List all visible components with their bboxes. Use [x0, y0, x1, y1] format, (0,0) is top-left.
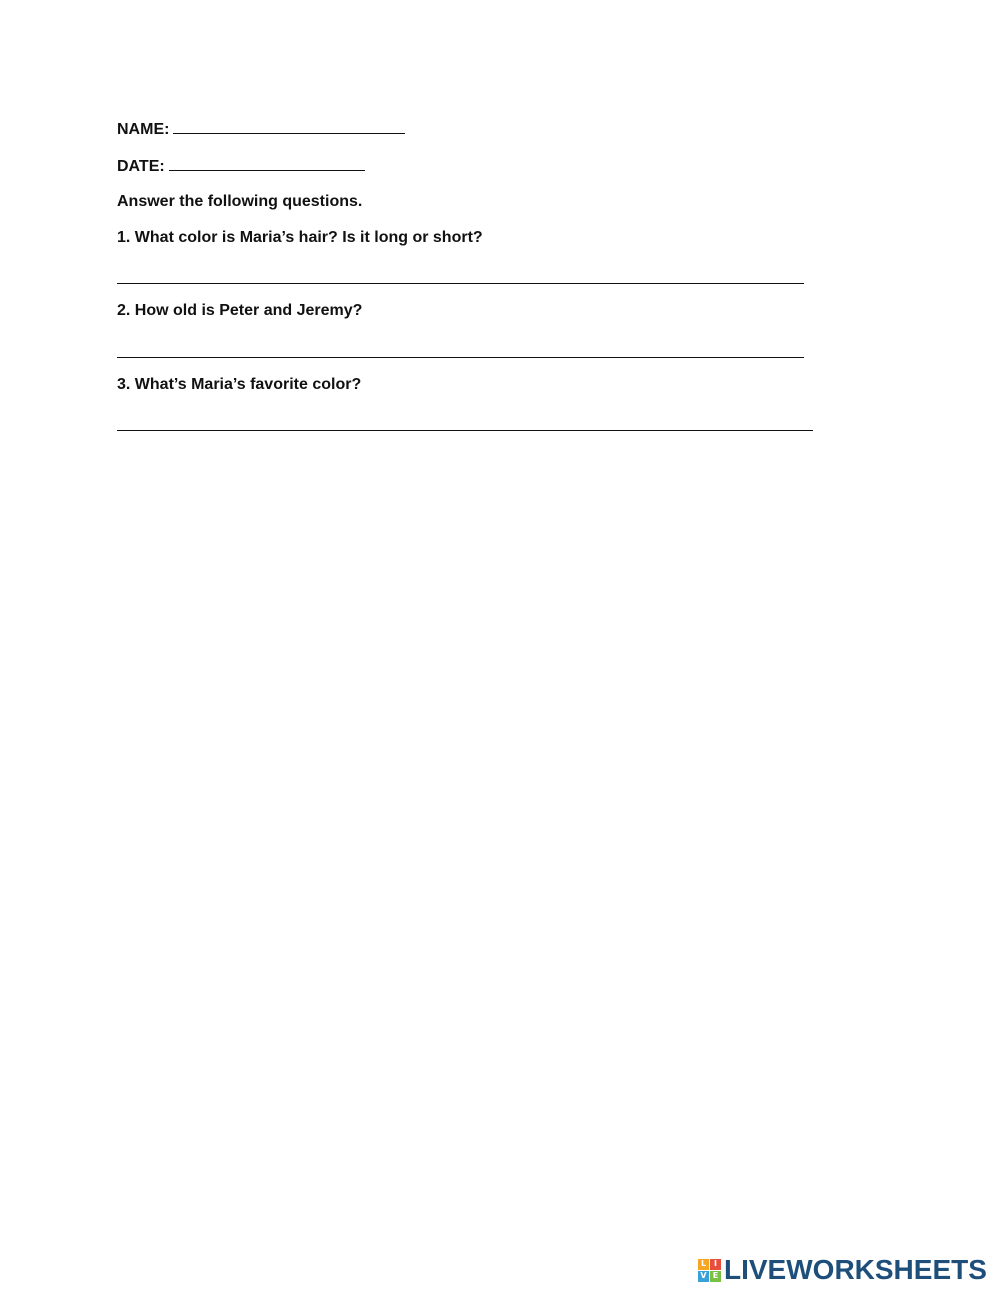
instructions: Answer the following questions.	[117, 193, 363, 210]
question-3: 3. What’s Maria’s favorite color?	[117, 376, 362, 393]
answer-line-1[interactable]	[117, 283, 804, 284]
date-row	[117, 155, 365, 177]
logo-block-e: E	[710, 1271, 721, 1282]
answer-line-2[interactable]	[117, 357, 804, 358]
name-blank[interactable]	[173, 118, 405, 134]
logo-block-v: V	[698, 1271, 709, 1282]
logo-blocks-icon	[698, 1259, 721, 1282]
name-label: NAME:	[117, 121, 170, 138]
date-label: DATE:	[117, 158, 165, 175]
date-blank[interactable]	[169, 155, 365, 171]
liveworksheets-logo	[698, 1255, 987, 1285]
logo-block-i: I	[710, 1259, 721, 1270]
name-row	[117, 118, 405, 140]
question-2: 2. How old is Peter and Jeremy?	[117, 302, 363, 319]
answer-line-3[interactable]	[117, 430, 813, 431]
logo-wordmark: LIVEWORKSHEETS	[724, 1254, 987, 1285]
logo-block-l: L	[698, 1259, 709, 1270]
question-1: 1. What color is Maria’s hair? Is it long or short?	[117, 229, 483, 246]
